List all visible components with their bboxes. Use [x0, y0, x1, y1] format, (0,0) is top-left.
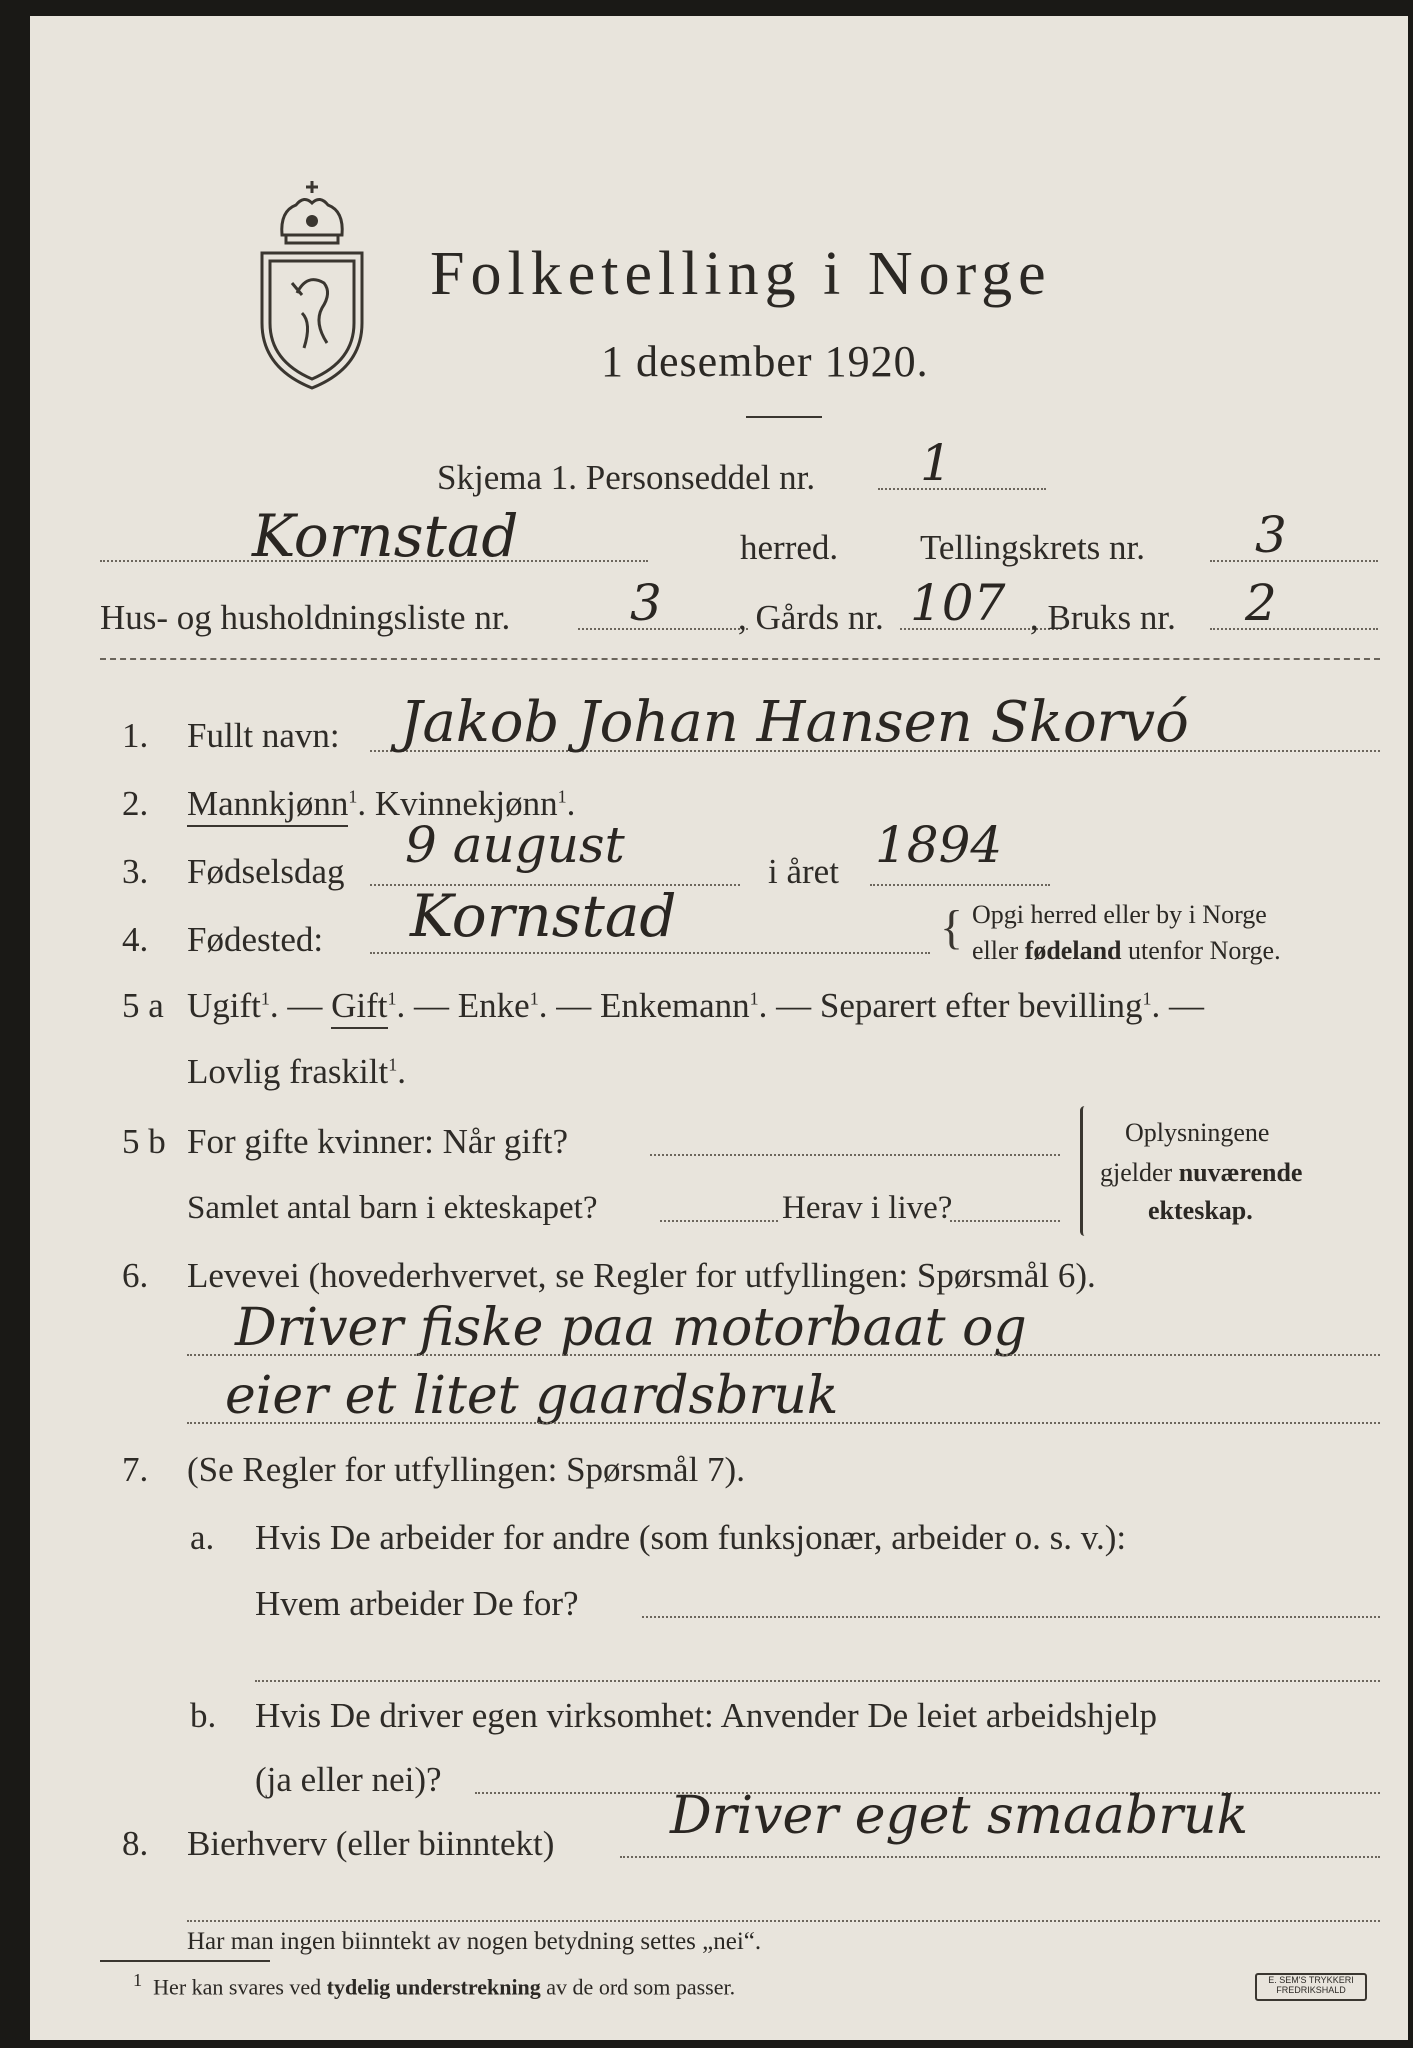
- q7b-question: (ja eller nei)?: [255, 1760, 442, 1799]
- q7a-field-line2: [255, 1680, 1380, 1682]
- q3-value: 9 august: [405, 816, 625, 874]
- footnote-ref: 1: [387, 988, 397, 1009]
- q5a-number: 5 a: [122, 986, 164, 1025]
- option-gift[interactable]: Gift: [331, 986, 387, 1029]
- schema-label: Skjema 1. Personseddel nr.: [437, 458, 816, 497]
- q6-answer-line1: Driver fiske paa motorbaat og: [235, 1298, 1027, 1358]
- note-text-bold: fødeland: [1024, 936, 1122, 965]
- q1-label: Fullt navn:: [187, 716, 340, 755]
- q5b-brace: [1080, 1106, 1089, 1236]
- title-divider: [746, 416, 822, 418]
- option-separator: . —: [758, 986, 812, 1025]
- q7b-letter: b.: [190, 1696, 217, 1735]
- footnote-ref: 1: [1142, 988, 1152, 1009]
- option-separator: . —: [396, 986, 450, 1025]
- hus-value: 3: [630, 574, 662, 632]
- q5b-married-line: [650, 1154, 1060, 1156]
- q4-label: Fødested:: [187, 920, 324, 959]
- option-separator: .: [397, 1052, 406, 1091]
- q7a-text: Hvis De arbeider for andre (som funksjonær, arbeider o. s. v.):: [255, 1518, 1127, 1557]
- q6-label: Levevei (hovederhvervet, se Regler for utfyllingen: Spørsmål 6).: [187, 1256, 1096, 1295]
- q5b-children-label: Samlet antal barn i ekteskapet?: [187, 1190, 598, 1226]
- q6-answer-line2: eier et litet gaardsbruk: [225, 1366, 839, 1426]
- norwegian-coat-of-arms-icon: [252, 173, 372, 395]
- footnote-ref: 1: [749, 988, 759, 1009]
- footnote-ref: 1: [529, 988, 539, 1009]
- q7a-field-line1: [642, 1616, 1380, 1618]
- footnote-ref: 1: [348, 786, 358, 807]
- option-enke[interactable]: Enke: [457, 986, 530, 1025]
- option-separator: . —: [1151, 986, 1205, 1025]
- section-divider: [100, 658, 1380, 660]
- option-fraskilt-row: [187, 1052, 406, 1092]
- footnote: [133, 1970, 735, 2000]
- hus-field-line: [578, 628, 748, 630]
- footnote-text: Her kan svares ved: [153, 1974, 327, 2000]
- option-separator: . —: [538, 986, 592, 1025]
- q5b-children-line: [660, 1220, 778, 1222]
- herred-field-line: [100, 560, 648, 562]
- q5b-note-line2: [1100, 1158, 1302, 1188]
- note-text: eller: [972, 936, 1025, 965]
- gards-value: 107: [910, 574, 1006, 632]
- footnote-divider: [100, 1960, 270, 1962]
- footnote-text-bold: tydelig understrekning: [326, 1974, 541, 2000]
- footnote-number: 1: [133, 1970, 143, 1990]
- footnote-ref: 1: [557, 786, 567, 807]
- census-form: [30, 16, 1408, 2040]
- q4-field-line: [370, 952, 930, 954]
- note-text: gjelder: [1100, 1158, 1179, 1187]
- tellingskrets-field-line: [1210, 560, 1378, 562]
- footnote-text: av de ord som passer.: [540, 1974, 736, 2000]
- q2-number: 2.: [122, 784, 149, 823]
- footnote-ref: 1: [260, 988, 270, 1009]
- q5b-label: For gifte kvinner: Når gift?: [187, 1122, 569, 1161]
- option-female[interactable]: Kvinnekjønn: [374, 784, 558, 823]
- gards-label: , Gårds nr.: [738, 598, 884, 637]
- q5a-options: [187, 986, 1204, 1026]
- hus-label: Hus- og husholdningsliste nr.: [100, 598, 511, 637]
- q1-value: Jakob Johan Hansen Skorvó: [400, 690, 1189, 755]
- option-enkemann[interactable]: Enkemann: [599, 986, 750, 1025]
- q7a-letter: a.: [190, 1518, 215, 1557]
- option-separator: .: [357, 784, 367, 823]
- q3-label: Fødselsdag: [187, 852, 345, 891]
- note-text-bold: nuværende: [1178, 1158, 1303, 1187]
- q5b-note-line1: Oplysningene: [1125, 1118, 1270, 1147]
- q8-field-line: [620, 1856, 1380, 1858]
- bruks-label: , Bruks nr.: [1030, 598, 1176, 637]
- form-title: Folketelling i Norge: [430, 240, 1052, 308]
- q4-brace: {: [940, 901, 964, 954]
- tellingskrets-label: Tellingskrets nr.: [920, 528, 1146, 567]
- footer-note: Har man ingen biinntekt av nogen betydning settes „nei“.: [187, 1928, 762, 1955]
- q7a-question: Hvem arbeider De for?: [255, 1584, 579, 1623]
- bruks-value: 2: [1245, 574, 1277, 632]
- q6-number: 6.: [122, 1256, 149, 1295]
- q4-number: 4.: [122, 920, 149, 959]
- q8-label: Bierhverv (eller biinntekt): [187, 1824, 555, 1863]
- q4-value: Kornstad: [410, 882, 677, 950]
- schema-value: 1: [920, 434, 952, 492]
- q6-field-line2: [187, 1422, 1380, 1424]
- q3-year-label: i året: [768, 852, 839, 891]
- form-date: 1 desember 1920.: [601, 337, 929, 386]
- footnote-ref: 1: [388, 1054, 398, 1075]
- option-fraskilt[interactable]: Lovlig fraskilt: [187, 1052, 389, 1091]
- q4-note-line2: [972, 936, 1281, 966]
- q3-number: 3.: [122, 852, 149, 891]
- q6-field-line1: [187, 1354, 1380, 1356]
- q5b-alive-line: [950, 1220, 1060, 1222]
- q5b-note-line3: ekteskap.: [1148, 1196, 1253, 1225]
- q8-value: Driver eget smaabruk: [670, 1786, 1249, 1846]
- q4-note-line1: Opgi herred eller by i Norge: [972, 900, 1267, 929]
- herred-label: herred.: [740, 528, 839, 567]
- q1-number: 1.: [122, 716, 149, 755]
- tellingskrets-value: 3: [1255, 506, 1287, 564]
- option-separator: . —: [269, 986, 323, 1025]
- q3-year-line: [870, 884, 1050, 886]
- q8-number: 8.: [122, 1824, 149, 1863]
- printer-stamp: E. SEM'S TRYKKERI FREDRIKSHALD: [1255, 1973, 1367, 2001]
- q8-field-line2: [187, 1920, 1380, 1922]
- option-male[interactable]: Mannkjønn: [187, 784, 348, 827]
- option-ugift[interactable]: Ugift: [187, 986, 261, 1025]
- herred-value: Kornstad: [252, 502, 519, 570]
- schema-field-line: [878, 488, 1046, 490]
- q3-year-value: 1894: [875, 816, 1003, 874]
- q5b-number: 5 b: [122, 1122, 166, 1161]
- q7-number: 7.: [122, 1450, 149, 1489]
- option-separator: .: [566, 784, 576, 823]
- option-separert[interactable]: Separert efter bevilling: [819, 986, 1143, 1025]
- note-text: utenfor Norge.: [1121, 936, 1281, 965]
- bruks-field-line: [1210, 628, 1378, 630]
- q5b-alive-label: Herav i live?: [782, 1190, 953, 1226]
- q7b-text: Hvis De driver egen virksomhet: Anvender De leiet arbeidshjelp: [255, 1696, 1157, 1735]
- q7-label: (Se Regler for utfyllingen: Spørsmål 7).: [187, 1450, 745, 1489]
